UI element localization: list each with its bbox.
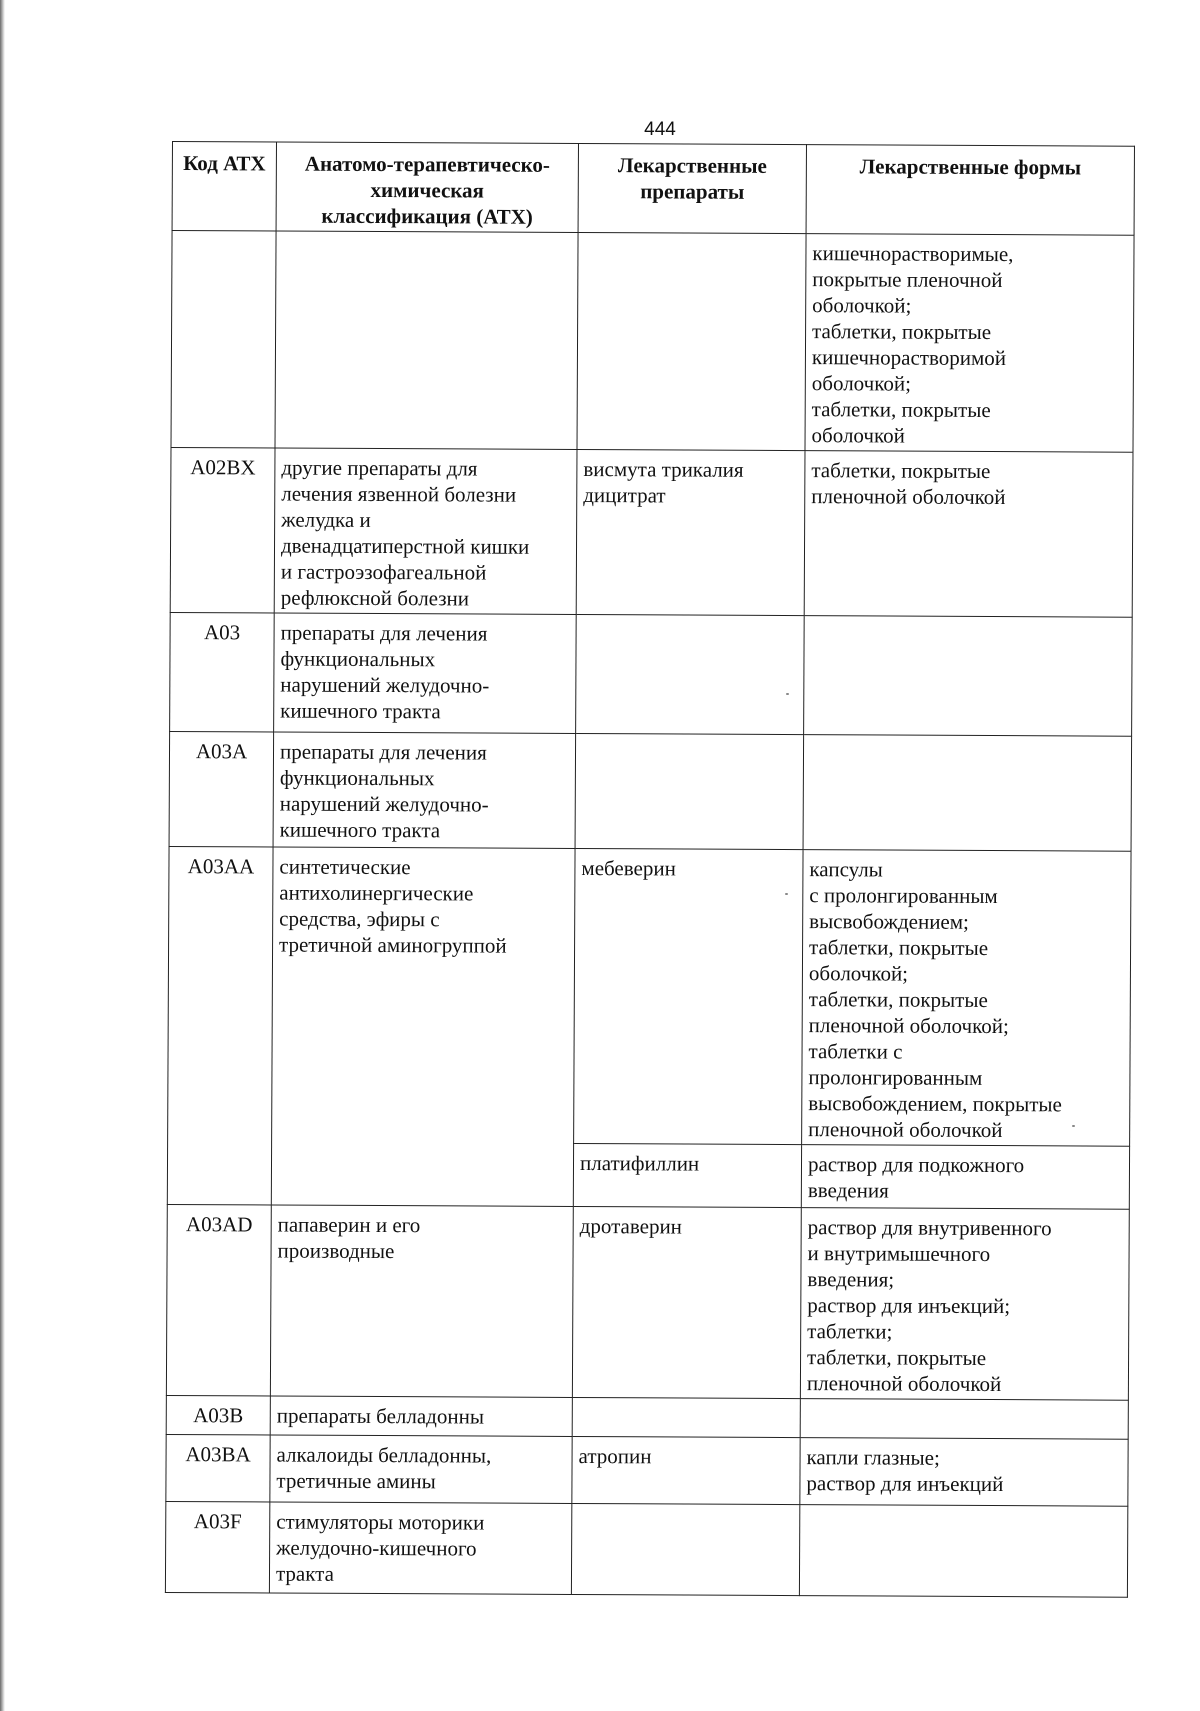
cell-classification: препараты белладонны [270, 1396, 572, 1436]
cell-forms [804, 616, 1133, 737]
scan-speck [786, 693, 789, 695]
cell-drug: мебеверин [574, 848, 803, 1144]
atc-drug-table [165, 141, 1135, 1598]
table-row [168, 846, 1131, 1146]
cell-drug [576, 614, 805, 734]
cell-forms: раствор для внутривенного и внутримышечного введения; раствор для инъекций; таблетки; таблетки, покрытые пленочной оболочкой [800, 1208, 1129, 1401]
table-row [165, 1501, 1127, 1597]
table-row [166, 1434, 1128, 1506]
cell-code: A03 [170, 612, 275, 732]
header-drugs: Лекарственные препараты [578, 143, 806, 233]
table-row [166, 1204, 1129, 1400]
table-row [171, 231, 1134, 453]
cell-drug: дротаверин [572, 1206, 801, 1398]
cell-code [171, 231, 276, 449]
cell-drug [571, 1503, 799, 1595]
table-row [170, 612, 1133, 736]
scan-speck [785, 893, 788, 895]
cell-drug [572, 1397, 800, 1437]
scan-page-edge [0, 0, 5, 1711]
cell-code: A03AA [167, 846, 273, 1205]
cell-code: A03AD [166, 1204, 271, 1396]
cell-classification [275, 231, 578, 449]
cell-drug: атропин [572, 1436, 800, 1504]
header-classification: Анатомо-терапевтическо- химическая классификация (АТХ) [276, 142, 578, 232]
cell-drug [577, 232, 806, 450]
cell-forms: капли глазные; раствор для инъекций [800, 1438, 1128, 1507]
cell-forms: раствор для подкожного введения [801, 1145, 1129, 1210]
cell-forms [800, 1399, 1128, 1440]
cell-classification: алкалоиды белладонны, третичные амины [270, 1435, 572, 1503]
cell-classification: препараты для лечения функциональных нарушений желудочно- кишечного тракта [273, 732, 576, 848]
cell-forms [799, 1505, 1127, 1598]
cell-classification: папаверин и его производные [270, 1205, 573, 1397]
header-forms: Лекарственные формы [806, 145, 1134, 236]
cell-classification: стимуляторы моторики желудочно-кишечного тракта [269, 1502, 571, 1594]
cell-drug: висмута трикалия дицитрат [576, 449, 805, 615]
page-number: 444 [644, 119, 676, 140]
cell-classification: препараты для лечения функциональных нарушений желудочно- кишечного тракта [274, 613, 577, 733]
scan-speck [1072, 1125, 1075, 1127]
cell-code: A03A [169, 731, 274, 847]
table-row [166, 1395, 1128, 1439]
cell-forms: капсулы с пролонгированным высвобождением; таблетки, покрытые оболочкой; таблетки, покрытые пленочной оболочкой; таблетки с пролонгированным высвобождением, покрытые пленочной оболочкой [802, 850, 1131, 1147]
cell-code: A03F [165, 1501, 269, 1593]
cell-forms: кишечнорастворимые, покрытые пленочной оболочкой; таблетки, покрытые кишечнорастворимой оболочкой; таблетки, покрытые оболочкой [805, 234, 1134, 453]
cell-forms: таблетки, покрытые пленочной оболочкой [804, 451, 1133, 618]
header-code: Код АТХ [172, 142, 276, 232]
cell-drug: платифиллин [573, 1143, 801, 1207]
table-header-row [172, 142, 1134, 236]
cell-code: A02BX [170, 447, 275, 613]
table-row [170, 447, 1133, 617]
cell-classification: синтетические антихолинергические средства, эфиры с третичной аминогруппой [271, 847, 575, 1206]
cell-code: A03B [166, 1395, 270, 1435]
cell-drug [575, 733, 804, 849]
cell-code: A03BA [166, 1434, 270, 1502]
cell-classification: другие препараты для лечения язвенной болезни желудка и двенадцатиперстной кишки и гастроэзофагеальной рефлюксной болезни [274, 448, 577, 614]
cell-forms [803, 735, 1132, 852]
table-row [169, 731, 1132, 851]
